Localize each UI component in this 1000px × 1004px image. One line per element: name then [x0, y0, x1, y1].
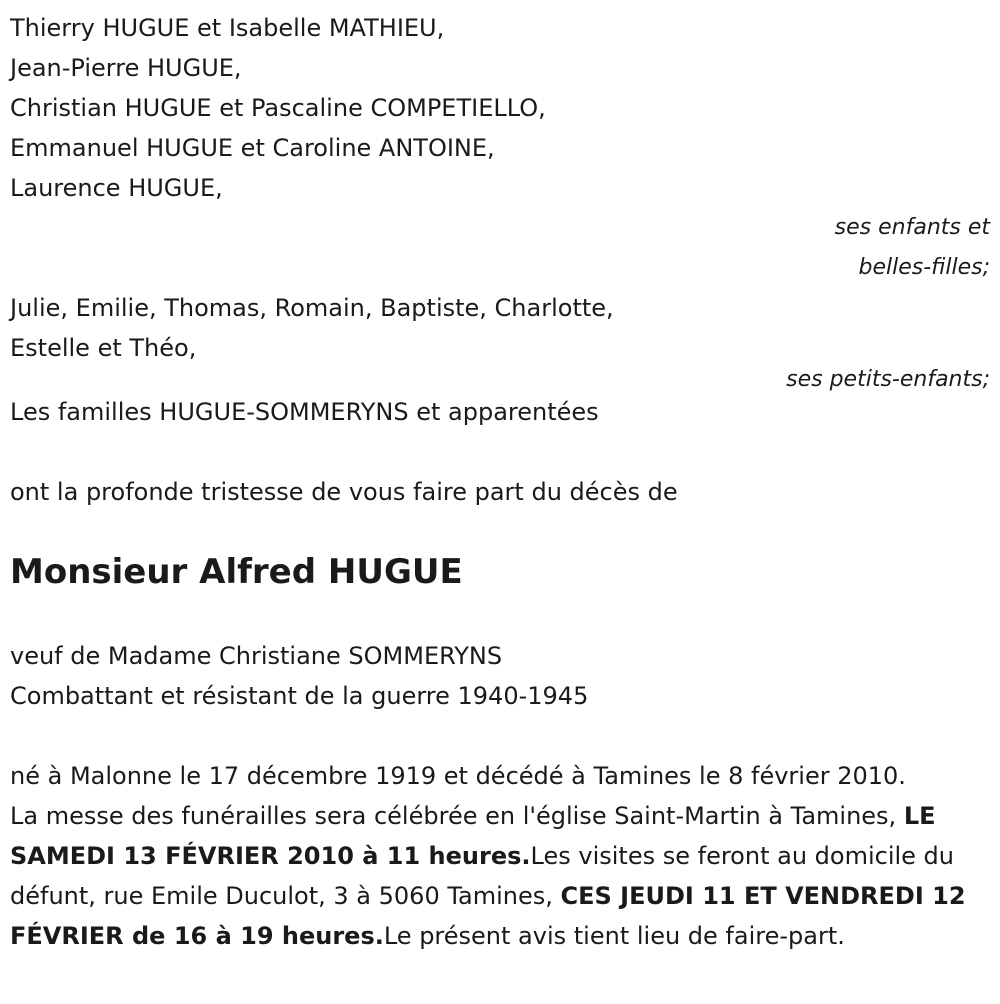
funeral-text-2: Les visites se feront au domicile du défunt, rue Emile Duculot, 3 à 5060 Tamines, — [10, 842, 954, 910]
spacer — [10, 592, 990, 636]
spacer — [10, 716, 990, 756]
spacer — [10, 432, 990, 472]
children-line-3: Christian HUGUE et Pascaline COMPETIELLO, — [10, 94, 546, 122]
children-role-line-1: ses enfants et — [834, 215, 990, 240]
children-line-2: Jean-Pierre HUGUE, — [10, 54, 242, 82]
children-line-4: Emmanuel HUGUE et Caroline ANTOINE, — [10, 134, 495, 162]
veteran-line: Combattant et résistant de la guerre 1940-1945 — [10, 682, 589, 710]
families-line: Les familles HUGUE-SOMMERYNS et apparentées — [10, 398, 599, 426]
funeral-date-bold: LE SAMEDI 13 FÉVRIER 2010 à 11 heures. — [10, 802, 936, 870]
visits-dates-bold: CES JEUDI 11 ET VENDREDI 12 FÉVRIER de 16 à 19 heures. — [10, 882, 966, 950]
children-role-line-2: belles-filles; — [858, 255, 990, 280]
widow-line: veuf de Madame Christiane SOMMERYNS — [10, 642, 503, 670]
funeral-text-3: Le présent avis tient lieu de faire-part. — [383, 922, 845, 950]
deceased-name: Monsieur Alfred HUGUE — [10, 552, 463, 592]
funeral-text-1: La messe des funérailles sera célébrée en l'église Saint-Martin à Tamines, — [10, 802, 904, 830]
grandchildren-line-2: Estelle et Théo, — [10, 334, 197, 362]
funeral-paragraph — [10, 796, 990, 956]
spacer — [10, 512, 990, 552]
birth-death-line: né à Malonne le 17 décembre 1919 et décédé à Tamines le 8 février 2010. — [10, 762, 906, 790]
grandchildren-line-1: Julie, Emilie, Thomas, Romain, Baptiste, Charlotte, — [10, 294, 614, 322]
children-line-1: Thierry HUGUE et Isabelle MATHIEU, — [10, 14, 445, 42]
grandchildren-role: ses petits-enfants; — [786, 367, 990, 392]
children-line-5: Laurence HUGUE, — [10, 174, 223, 202]
announcement-line: ont la profonde tristesse de vous faire part du décès de — [10, 478, 678, 506]
